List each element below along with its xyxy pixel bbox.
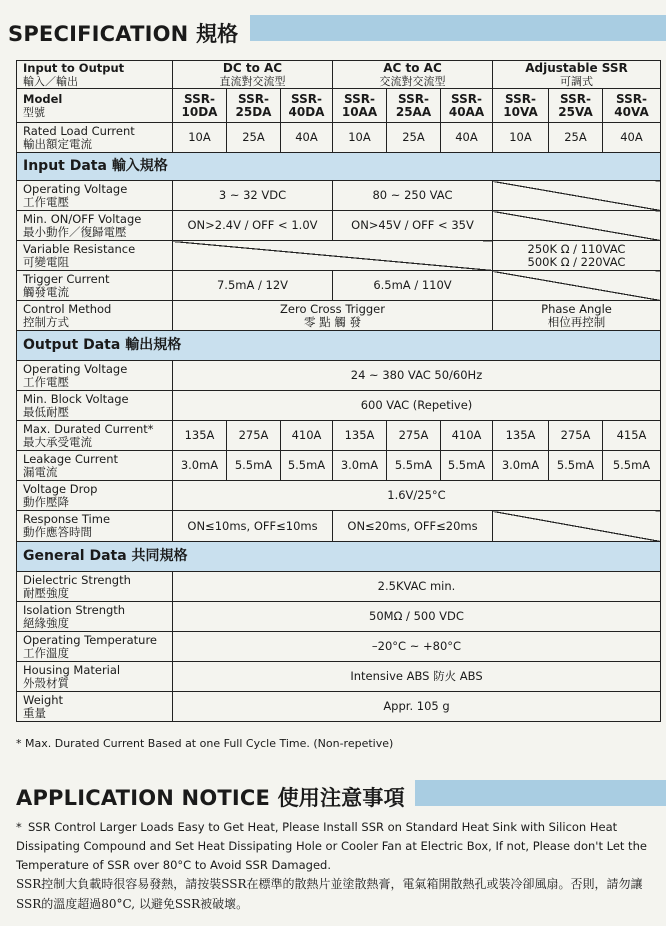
label-zh: 耐壓強度 <box>23 585 69 600</box>
vr-220: 500K Ω / 220VAC <box>527 254 626 269</box>
rated-cell-8: 40A <box>603 123 661 153</box>
io-label-zh: 輸入／輸出 <box>23 74 78 88</box>
io-label <box>17 61 173 89</box>
max-durated-row <box>17 421 661 451</box>
rated-label-zh: 輸出額定電流 <box>23 136 92 151</box>
model-cell-5: SSR- 40AA <box>441 89 493 123</box>
label-en: Operating Voltage <box>23 361 128 376</box>
variable-resistance-adj <box>493 241 661 271</box>
rated-cell-3: 10A <box>333 123 387 153</box>
label-zh: 外殼材質 <box>23 675 69 690</box>
label-en: Isolation Strength <box>23 602 126 617</box>
voltage-drop-value: 1.6V/25°C <box>173 481 661 511</box>
model-cell-8: SSR- 40VA <box>603 89 661 123</box>
control-method-row <box>17 301 661 331</box>
max-durated-label <box>17 421 173 451</box>
leakage-cell-8: 5.5mA <box>603 451 661 481</box>
max-durated-cell-5: 410A <box>441 421 493 451</box>
min-onoff-row <box>17 211 661 241</box>
min-onoff-dc: ON>2.4V / OFF < 1.0V <box>173 211 333 241</box>
input-operating-voltage-row <box>17 181 661 211</box>
output-operating-voltage-row <box>17 361 661 391</box>
zero-cross-zh: 零 點 觸 發 <box>304 314 361 329</box>
group-dc-ac-en: DC to AC <box>222 60 283 75</box>
group-ac-ac-en: AC to AC <box>383 60 442 75</box>
control-zero-cross <box>173 301 493 331</box>
model-cell-1: SSR- 25DA <box>227 89 281 123</box>
leakage-cell-3: 3.0mA <box>333 451 387 481</box>
rated-cell-4: 25A <box>387 123 441 153</box>
group-adjustable-zh: 可調式 <box>560 74 593 88</box>
na-cell <box>493 511 661 542</box>
min-block-row <box>17 391 661 421</box>
operating-temp-row <box>17 632 661 662</box>
general-section-title: General Data 共同規格 <box>17 542 661 572</box>
trigger-current-row <box>17 271 661 301</box>
output-section-row <box>17 331 661 361</box>
leakage-label <box>17 451 173 481</box>
dielectric-row <box>17 572 661 602</box>
model-label-zh: 型號 <box>23 105 45 119</box>
input-op-voltage-dc: 3 ~ 32 VDC <box>173 181 333 211</box>
label-zh: 重量 <box>23 705 46 720</box>
control-method-label <box>17 301 173 331</box>
na-cell <box>173 241 493 271</box>
rated-label <box>17 123 173 153</box>
model-cell-6: SSR- 10VA <box>493 89 549 123</box>
io-label-en: Input to Output <box>23 60 125 75</box>
variable-resistance-label <box>17 241 173 271</box>
leakage-row <box>17 451 661 481</box>
label-zh: 工作電壓 <box>23 374 69 389</box>
leakage-cell-6: 3.0mA <box>493 451 549 481</box>
leakage-cell-2: 5.5mA <box>281 451 333 481</box>
input-op-voltage-ac: 80 ~ 250 VAC <box>333 181 493 211</box>
label-zh: 絕緣強度 <box>23 615 69 630</box>
rated-cell-1: 25A <box>227 123 281 153</box>
input-section-row <box>17 153 661 181</box>
isolation-value: 50MΩ / 500 VDC <box>173 602 661 632</box>
dielectric-value: 2.5KVAC min. <box>173 572 661 602</box>
label-en: Leakage Current <box>23 451 119 466</box>
variable-resistance-row <box>17 241 661 271</box>
group-adjustable <box>493 61 661 89</box>
min-onoff-ac: ON>45V / OFF < 35V <box>333 211 493 241</box>
model-row <box>17 89 661 123</box>
label-en: Operating Voltage <box>23 181 128 196</box>
housing-row <box>17 662 661 692</box>
label-en: Dielectric Strength <box>23 572 131 587</box>
leakage-cell-0: 3.0mA <box>173 451 227 481</box>
voltage-drop-label <box>17 481 173 511</box>
label-zh: 工作溫度 <box>23 645 69 660</box>
max-durated-cell-6: 135A <box>493 421 549 451</box>
operating-temp-label <box>17 632 173 662</box>
label-zh: 最大承受電流 <box>23 434 92 449</box>
weight-row <box>17 692 661 722</box>
label-zh: 觸發電流 <box>23 284 69 299</box>
max-durated-cell-0: 135A <box>173 421 227 451</box>
model-label <box>17 89 173 123</box>
na-cell <box>493 271 661 301</box>
group-ac-ac <box>333 61 493 89</box>
model-cell-3: SSR- 10AA <box>333 89 387 123</box>
label-zh: 動作應答時間 <box>23 525 92 539</box>
trigger-current-ac: 6.5mA / 110V <box>333 271 493 301</box>
max-durated-cell-4: 275A <box>387 421 441 451</box>
min-onoff-label <box>17 211 173 241</box>
label-zh: 最小動作／復歸電壓 <box>23 224 127 239</box>
min-block-value: 600 VAC (Repetive) <box>173 391 661 421</box>
group-ac-ac-zh: 交流對交流型 <box>379 74 446 88</box>
max-durated-cell-8: 415A <box>603 421 661 451</box>
rated-cell-5: 40A <box>441 123 493 153</box>
notice-english-text: SSR Control Larger Loads Easy to Get Heat, Please Install SSR on Standard Heat Sink with Silicon Heat Dissipating Compound and Set Heat Dissipating Hole or Cooler Fan at Electric Box, If not, Please don't Let the Temperature of SSR over 80°C to Avoid SSR Damaged. <box>16 820 647 872</box>
output-op-voltage-label <box>17 361 173 391</box>
input-op-voltage-label <box>17 181 173 211</box>
max-durated-cell-1: 275A <box>227 421 281 451</box>
notice-english <box>16 818 660 875</box>
min-block-label <box>17 391 173 421</box>
max-durated-cell-2: 410A <box>281 421 333 451</box>
trigger-current-label <box>17 271 173 301</box>
heading-band <box>415 780 666 806</box>
response-time-dc: ON≤10ms, OFF≤10ms <box>173 511 333 542</box>
general-section-row <box>17 542 661 572</box>
rated-cell-2: 40A <box>281 123 333 153</box>
leakage-cell-7: 5.5mA <box>549 451 603 481</box>
rated-cell-6: 10A <box>493 123 549 153</box>
group-dc-ac-zh: 直流對交流型 <box>219 74 286 88</box>
footnote: * Max. Durated Current Based at one Full Cycle Time. (Non-repetive) <box>16 737 394 750</box>
trigger-current-dc: 7.5mA / 12V <box>173 271 333 301</box>
vr-110: 250K Ω / 110VAC <box>527 241 626 256</box>
label-en: Control Method <box>23 301 112 316</box>
label-zh: 動作壓降 <box>23 494 69 509</box>
na-cell <box>493 181 661 211</box>
label-en: Min. ON/OFF Voltage <box>23 211 142 226</box>
input-section-title: Input Data 輸入規格 <box>17 153 661 181</box>
response-time-label <box>17 511 173 542</box>
model-cell-7: SSR- 25VA <box>549 89 603 123</box>
heading-band <box>250 15 666 41</box>
group-dc-ac <box>173 61 333 89</box>
model-cell-0: SSR- 10DA <box>173 89 227 123</box>
label-en: Response Time <box>23 512 111 526</box>
label-zh: 漏電流 <box>23 464 58 479</box>
weight-value: Appr. 105 g <box>173 692 661 722</box>
control-phase-angle <box>493 301 661 331</box>
voltage-drop-row <box>17 481 661 511</box>
leakage-cell-4: 5.5mA <box>387 451 441 481</box>
dielectric-label <box>17 572 173 602</box>
group-adjustable-en: Adjustable SSR <box>525 60 628 75</box>
phase-angle-zh: 相位再控制 <box>547 314 606 329</box>
housing-label <box>17 662 173 692</box>
response-time-ac: ON≤20ms, OFF≤20ms <box>333 511 493 542</box>
label-en: Operating Temperature <box>23 632 157 647</box>
rated-row <box>17 123 661 153</box>
max-durated-cell-3: 135A <box>333 421 387 451</box>
label-en: Min. Block Voltage <box>23 391 129 406</box>
label-en: Trigger Current <box>23 271 110 286</box>
label-zh: 工作電壓 <box>23 194 69 209</box>
na-cell <box>493 211 661 241</box>
isolation-row <box>17 602 661 632</box>
response-time-row <box>17 511 661 542</box>
leakage-cell-5: 5.5mA <box>441 451 493 481</box>
output-section-title: Output Data 輸出規格 <box>17 331 661 361</box>
label-zh: 控制方式 <box>23 314 69 329</box>
housing-value: Intensive ABS 防火 ABS <box>173 662 661 692</box>
label-zh: 最低耐壓 <box>23 404 69 419</box>
isolation-label <box>17 602 173 632</box>
zero-cross-en: Zero Cross Trigger <box>280 301 385 316</box>
label-en: Max. Durated Current* <box>23 421 154 436</box>
application-notice-heading: APPLICATION NOTICE 使用注意事項 <box>16 782 413 812</box>
model-cell-4: SSR- 25AA <box>387 89 441 123</box>
spec-table <box>16 60 661 722</box>
rated-cell-7: 25A <box>549 123 603 153</box>
label-en: Housing Material <box>23 662 121 677</box>
io-row <box>17 61 661 89</box>
max-durated-cell-7: 275A <box>549 421 603 451</box>
label-en: Voltage Drop <box>23 481 98 496</box>
rated-cell-0: 10A <box>173 123 227 153</box>
notice-bullet: * <box>16 820 22 834</box>
leakage-cell-1: 5.5mA <box>227 451 281 481</box>
specification-heading: SPECIFICATION 規格 <box>8 18 246 48</box>
rated-label-en: Rated Load Current <box>23 123 135 138</box>
label-zh: 可變電阻 <box>23 254 69 269</box>
model-cell-2: SSR- 40DA <box>281 89 333 123</box>
model-label-en: Model <box>23 91 63 106</box>
label-en: Variable Resistance <box>23 241 136 256</box>
phase-angle-en: Phase Angle <box>541 301 612 316</box>
weight-label <box>17 692 173 722</box>
label-en: Weight <box>23 692 64 707</box>
operating-temp-value: –20°C ~ +80°C <box>173 632 661 662</box>
notice-chinese: SSR控制大負載時很容易發熱，請按裝SSR在標準的散熱片並塗散熱膏，電氣箱開散熱孔或裝冷卻風扇。否則，請勿讓SSR的溫度超過80°C, 以避免SSR被破壞。 <box>16 877 643 911</box>
output-op-voltage-value: 24 ~ 380 VAC 50/60Hz <box>173 361 661 391</box>
